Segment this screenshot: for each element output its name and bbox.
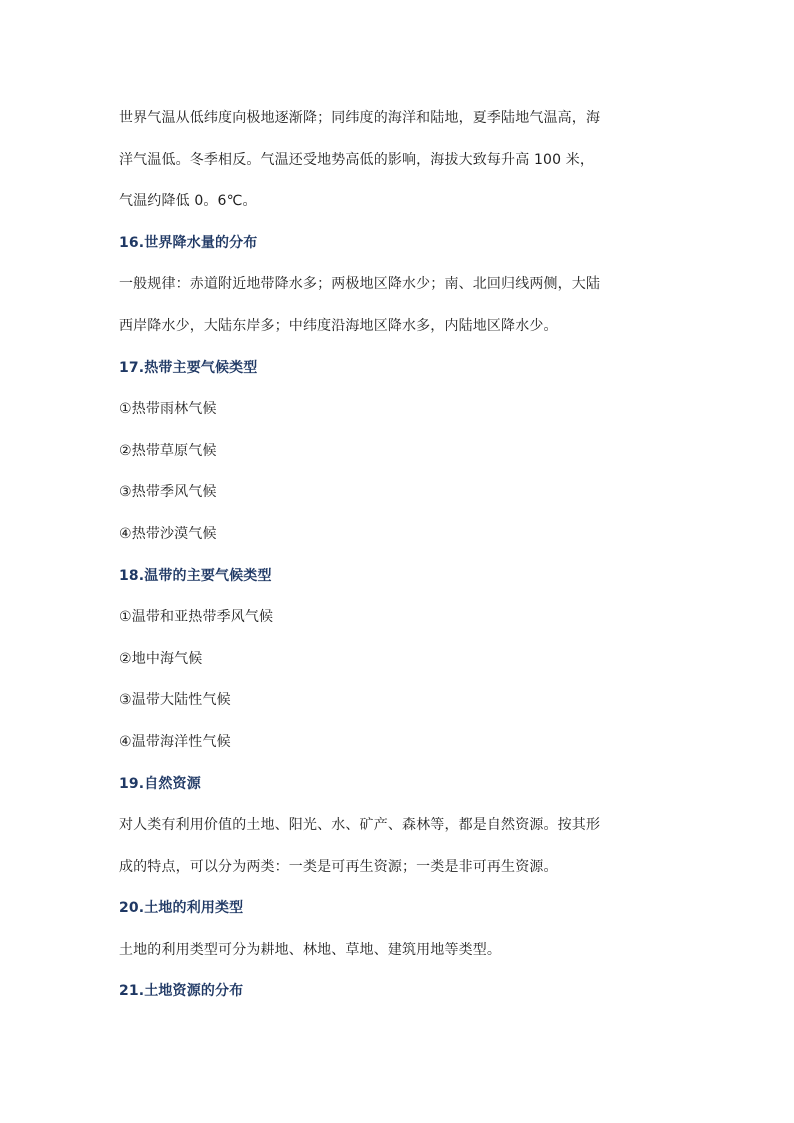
list-item: ③温带大陆性气候 — [119, 692, 231, 709]
section-heading-19: 19.自然资源 — [119, 775, 201, 792]
paragraph-line: 对人类有利用价值的土地、阳光、水、矿产、森林等，都是自然资源。按其形 — [119, 817, 601, 834]
paragraph-line: 土地的利用类型可分为耕地、林地、草地、建筑用地等类型。 — [119, 941, 502, 958]
paragraph-line: 成的特点，可以分为两类：一类是可再生资源；一类是非可再生资源。 — [119, 858, 558, 875]
list-item: ①温带和亚热带季风气候 — [119, 609, 274, 626]
list-item: ④热带沙漠气候 — [119, 525, 217, 542]
section-heading-17: 17.热带主要气候类型 — [119, 359, 258, 376]
list-item: ②热带草原气候 — [119, 442, 217, 459]
paragraph-line: 气温约降低 0。6℃。 — [119, 193, 257, 210]
section-heading-16: 16.世界降水量的分布 — [119, 234, 258, 251]
list-item: ①热带雨林气候 — [119, 401, 217, 418]
paragraph-line: 一般规律：赤道附近地带降水多；两极地区降水少；南、北回归线两侧，大陆 — [119, 276, 601, 293]
list-item: ④温带海洋性气候 — [119, 733, 231, 750]
document-content — [119, 104, 679, 1019]
paragraph-line: 西岸降水少，大陆东岸多；中纬度沿海地区降水多，内陆地区降水少。 — [119, 317, 558, 334]
list-item: ②地中海气候 — [119, 650, 203, 667]
section-heading-21: 21.土地资源的分布 — [119, 983, 244, 1000]
paragraph-line: 洋气温低。冬季相反。气温还受地势高低的影响，海拔大致每升高 100 米， — [119, 151, 595, 168]
section-heading-18: 18.温带的主要气候类型 — [119, 567, 272, 584]
paragraph-line: 世界气温从低纬度向极地逐渐降；同纬度的海洋和陆地，夏季陆地气温高，海 — [119, 110, 601, 126]
list-item: ③热带季风气候 — [119, 484, 217, 501]
section-heading-20: 20.土地的利用类型 — [119, 900, 244, 917]
